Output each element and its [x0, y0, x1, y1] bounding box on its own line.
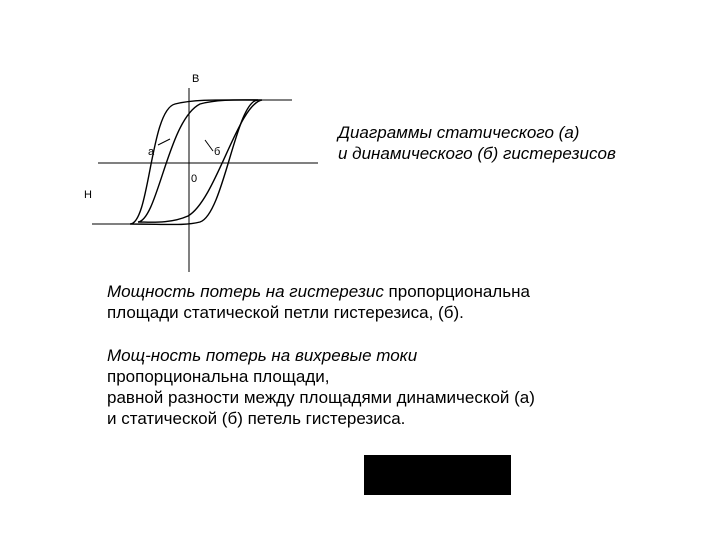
curve-b-label: б	[214, 146, 221, 158]
black-rectangle	[364, 455, 511, 495]
paragraph-line: пропорциональна площади,	[107, 367, 330, 386]
static-hysteresis-loop	[138, 100, 262, 222]
caption-line-1: Диаграммы статического (а)	[338, 123, 580, 142]
paragraph-line	[107, 281, 667, 302]
paragraph-text: пропорциональна	[383, 282, 530, 301]
eddy-current-loss-paragraph	[107, 345, 667, 429]
paragraph-line: площади статической петли гистерезиса, (б).	[107, 303, 464, 322]
diagram-caption	[338, 122, 698, 164]
paragraph-line: и статической (б) петель гистерезиса.	[107, 409, 406, 428]
paragraph-line: равной разности между площадями динамической (а)	[107, 388, 535, 407]
dynamic-hysteresis-loop	[130, 100, 258, 225]
curve-a-pointer	[158, 139, 170, 145]
curve-a-label: а	[148, 146, 155, 158]
origin-label: 0	[191, 173, 198, 185]
axis-b-label: B	[192, 73, 200, 85]
hysteresis-loss-paragraph	[107, 281, 667, 323]
emphasis-text: Мощность потерь на гистерезис	[107, 282, 384, 301]
emphasis-text: Мощ-ность потерь на вихревые токи	[107, 346, 418, 365]
caption-line-2: и динамического (б) гистерезисов	[338, 144, 616, 163]
axis-h-label: H	[84, 189, 92, 201]
curve-b-pointer	[205, 140, 213, 151]
